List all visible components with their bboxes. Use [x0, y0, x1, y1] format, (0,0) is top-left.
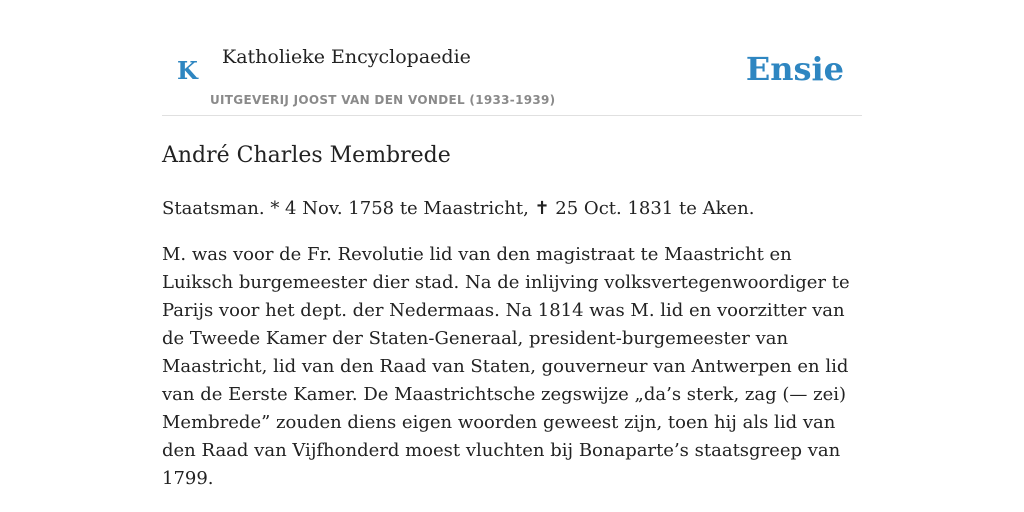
article-body: M. was voor de Fr. Revolutie lid van den magistraat te Maastricht en Luiksch burgemeester dier stad. Na de inlijving volksvertegenwoordiger te Parijs voor het dept. der Nedermaas. Na 1814 was M. lid en voorzitter van de Tweede Kamer der Staten-Generaal, president-burgemeester van Maastricht, lid van den Raad van Staten, gouverneur van Antwerpen en lid van de Eerste Kamer. De Maastrichtsche zegswijze „da’s sterk, zag (— zei) Membrede” zouden diens eigen woorden geweest zijn, toen hij als lid van den Raad van Vijfhonderd moest vluchten bij Bonaparte’s staatsgreep van 1799.	[162, 244, 850, 489]
page	[162, 0, 862, 493]
publisher-label: UITGEVERIJ JOOST VAN DEN VONDEL (1933-1939)	[210, 93, 556, 107]
publication-title[interactable]: Katholieke Encyclopaedie	[222, 46, 471, 68]
header	[162, 0, 862, 116]
article-title: André Charles Membrede	[162, 143, 451, 168]
article-summary: Staatsman. * 4 Nov. 1758 te Maastricht, ✝ 25 Oct. 1831 te Aken.	[162, 198, 755, 219]
ensie-logo[interactable]: Ensie	[745, 50, 844, 88]
encyclopedia-logo[interactable]: K	[177, 56, 198, 85]
